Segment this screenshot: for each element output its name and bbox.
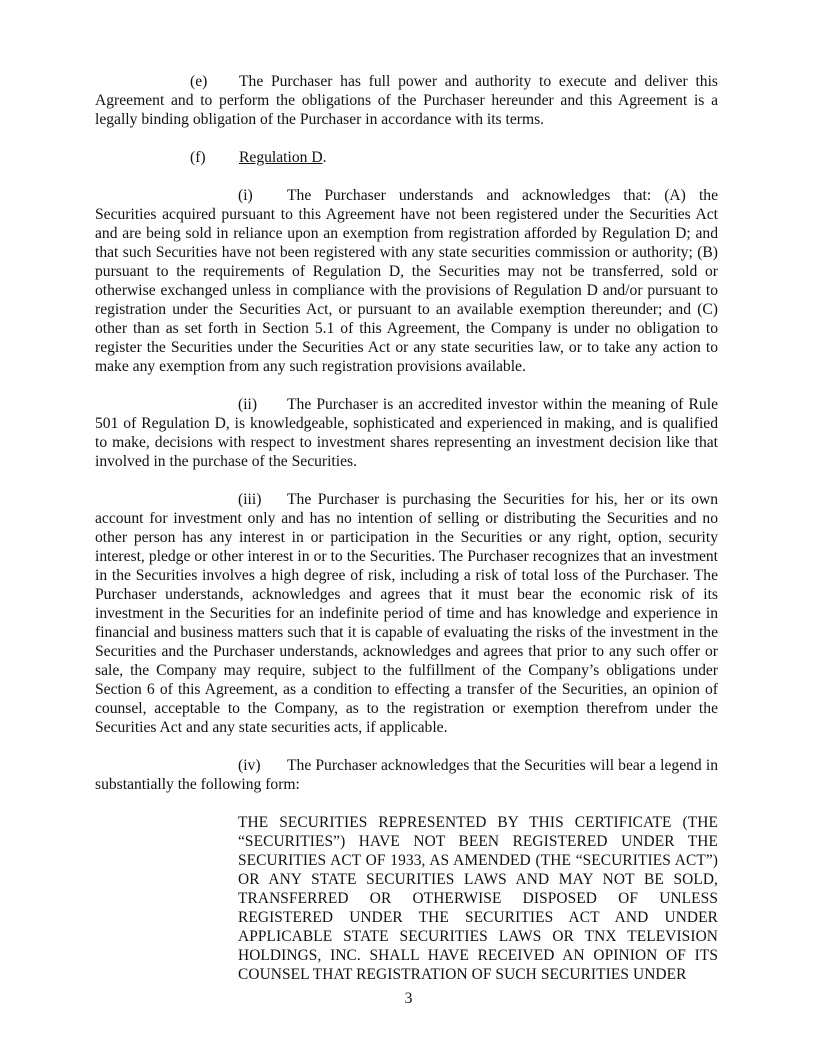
paragraph-ii: [95, 395, 718, 471]
paragraph-text: The Purchaser has full power and authority to execute and deliver this Agreement and to perform the obligations of the Purchaser hereunder and this Agreement is a legally binding obligation of the Purchaser in accordance with its terms.: [95, 73, 718, 128]
section-title: Regulation D: [239, 149, 323, 166]
paragraph-text: The Purchaser acknowledges that the Securities will bear a legend in substantially the following form:: [95, 757, 718, 793]
securities-legend: THE SECURITIES REPRESENTED BY THIS CERTIFICATE (THE “SECURITIES”) HAVE NOT BEEN REGISTERED UNDER THE SECURITIES ACT OF 1933, AS AMENDED (THE “SECURITIES ACT”) OR ANY STATE SECURITIES LAWS AND MAY NOT BE SOLD, TRANSFERRED OR OTHERWISE DISPOSED OF UNLESS REGISTERED UNDER THE SECURITIES ACT AND UNDER APPLICABLE STATE SECURITIES LAWS OR TNX TELEVISION HOLDINGS, INC. SHALL HAVE RECEIVED AN OPINION OF ITS COUNSEL THAT REGISTRATION OF SUCH SECURITIES UNDER: [238, 814, 718, 983]
page-number: 3: [404, 990, 413, 1007]
paragraph-label: (ii): [238, 396, 258, 413]
paragraph-text: The Purchaser is an accredited investor within the meaning of Rule 501 of Regulation D, is knowledgeable, sophisticated and experienced in making, and is qualified to make, decisions with respect to investment shares representing an investment decision like that involved in the purchase of the Securities.: [95, 396, 718, 470]
paragraph-iv: [95, 756, 718, 794]
paragraph-label: (iii): [238, 491, 262, 508]
paragraph-text: The Purchaser is purchasing the Securities for his, her or its own account for investment only and has no intention of selling or distributing the Securities and no other person has any interest in or participation in the Securities or any right, option, security interest, pledge or other interest in or to the Securities. The Purchaser recognizes that an investment in the Securities involves a high degree of risk, including a risk of total loss of the Purchaser. The Purchaser understands, acknowledges and agrees that it must bear the economic risk of its investment in the Securities for an indefinite period of time and has knowledge and experience in financial and business matters such that it is capable of evaluating the risks of the investment in the Securities and the Purchaser understands, acknowledges and agrees that prior to any such offer or sale, the Company may require, subject to the fulfillment of the Company’s obligations under Section 6 of this Agreement, as a condition to effecting a transfer of the Securities, an opinion of counsel, acceptable to the Company, as to the registration or exemption therefrom under the Securities Act and any state securities acts, if applicable.: [95, 491, 718, 736]
document-page: [95, 72, 718, 984]
paragraph-e: [95, 72, 718, 129]
paragraph-label: (e): [190, 73, 208, 90]
paragraph-text: The Purchaser understands and acknowledges that: (A) the Securities acquired pursuant to this Agreement have not been registered under the Securities Act and are being sold in reliance upon an exemption from registration afforded by Regulation D; and that such Securities have not been registered with any state securities commission or authority; (B) pursuant to the requirements of Regulation D, the Securities may not be transferred, sold or otherwise exchanged unless in compliance with the provisions of Regulation D and/or pursuant to registration under the Securities Act, or pursuant to an available exemption thereunder; and (C) other than as set forth in Section 5.1 of this Agreement, the Company is under no obligation to register the Securities under the Securities Act or any state securities law, or to take any action to make any exemption from any such registration provisions available.: [95, 187, 718, 375]
paragraph-label: (iv): [238, 757, 261, 774]
paragraph-iii: [95, 490, 718, 737]
paragraph-label: (f): [190, 149, 206, 166]
paragraph-i: [95, 186, 718, 376]
paragraph-label: (i): [238, 187, 253, 204]
section-title-suffix: .: [322, 149, 327, 166]
section-heading-regulation-d: [190, 148, 718, 167]
